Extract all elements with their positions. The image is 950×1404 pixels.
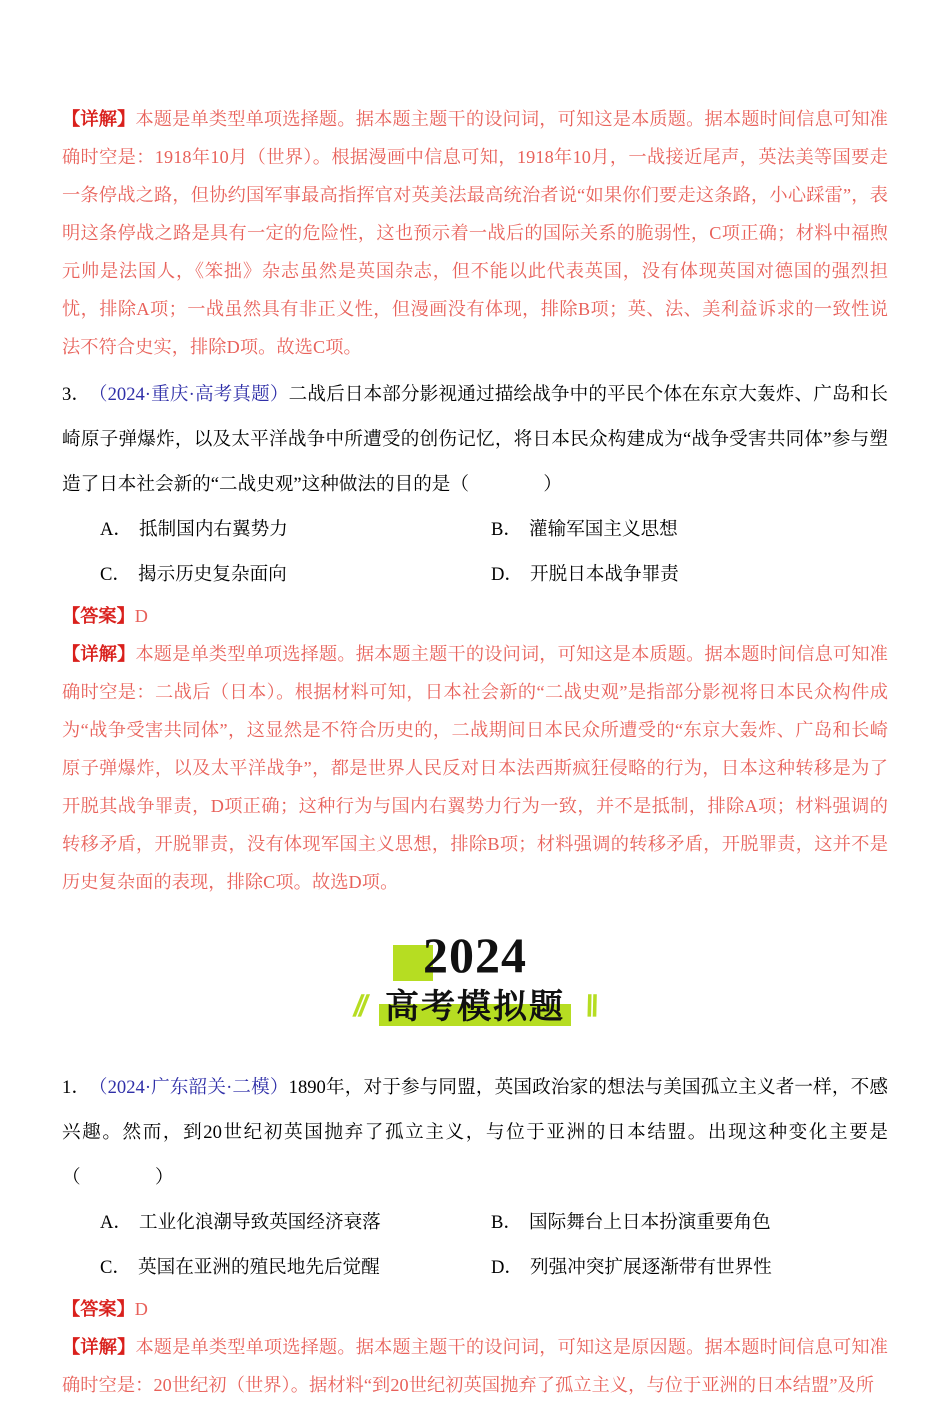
question-1-option-c[interactable] [62,1245,475,1290]
question-1-option-a[interactable] [62,1200,475,1245]
double-slash-right-icon: \\ [581,990,600,1023]
option-letter: B． [491,519,522,540]
answer-tag: 【答案】 [62,1299,135,1319]
explanation-tag: 【详解】 [62,1337,136,1357]
explanation-tag: 【详解】 [62,644,136,664]
option-label: 英国在亚洲的殖民地先后觉醒 [138,1257,380,1278]
explanation-text: 本题是单类型单项选择题。据本题主题干的设问词，可知这是本质题。据本题时间信息可知准确时空是：1918年10月（世界）。根据漫画中信息可知，1918年10月，一战接近尾声，英法美等国要走一条停战之路，但协约国军事最高指挥官对英美法最高统治者说“如果你们要走这条路，小心踩雷”，表明这条停战之路是具有一定的危险性，这也预示着一战后的国际关系的脆弱性，C项正确；材料中福煦元帅是法国人，《笨拙》杂志虽然是英国杂志，但不能以此代表英国，没有体现英国对德国的强烈担忧，排除A项；一战虽然具有非正义性，但漫画没有体现，排除B项；英、法、美利益诉求的一致性说法不符合史实，排除D项。故选C项。 [62,109,888,357]
answer-tag: 【答案】 [62,606,135,626]
answer-value: D [134,1299,148,1319]
question-1-option-b[interactable] [475,1200,888,1245]
option-letter: D． [491,564,524,585]
option-letter: D． [491,1257,524,1278]
explanation-text: 本题是单类型单项选择题。据本题主题干的设问词，可知这是本质题。据本题时间信息可知准确时空是：二战后（日本）。根据材料可知，日本社会新的“二战史观”是指部分影视将日本民众构件成为“战争受害共同体”，这显然是不符合历史的，二战期间日本民众所遭受的“东京大轰炸、广岛和长崎原子弹爆炸，以及太平洋战争”，都是世界人民反对日本法西斯疯狂侵略的行为，日本这种转移是为了开脱其战争罪责，D项正确；这种行为与国内右翼势力行为一致，并不是抵制，排除A项；材料强调的转移矛盾，开脱罪责，没有体现军国主义思想，排除B项；材料强调的转移矛盾，开脱罪责，这并不是历史复杂面的表现，排除C项。故选D项。 [62,644,888,892]
question-1-options [62,1200,888,1290]
explanation-paragraph-q2 [62,100,888,366]
question-1-number: 1． [62,1077,91,1098]
answer-value: D [134,606,148,626]
banner-year-label: 2024 [423,927,527,983]
question-1-explanation [62,1328,888,1404]
explanation-text: 本题是单类型单项选择题。据本题主题干的设问词，可知这是原因题。据本题时间信息可知准确时空是：20世纪初（世界）。据材料“到20世纪初英国抛弃了孤立主义，与位于亚洲的日本结盟”及所 [62,1337,888,1395]
option-letter: A． [100,519,133,540]
option-label: 国际舞台上日本扮演重要角色 [529,1212,771,1233]
question-3-options [62,507,888,597]
question-1-option-d[interactable] [475,1245,888,1290]
double-slash-left-icon: // [350,990,369,1023]
question-1-stem [62,1065,888,1200]
option-label: 工业化浪潮导致英国经济衰落 [139,1212,381,1233]
explanation-tag: 【详解】 [62,109,136,129]
option-label: 开脱日本战争罪责 [530,564,679,585]
option-label: 灌输军国主义思想 [529,519,678,540]
option-label: 列强冲突扩展逐渐带有世界性 [530,1257,772,1278]
question-3-source: （2024·重庆·高考真题） [98,384,289,405]
option-letter: C． [100,1257,131,1278]
option-label: 揭示历史复杂面向 [138,564,287,585]
option-letter: C． [100,564,131,585]
document-content [62,100,888,1404]
option-letter: A． [100,1212,133,1233]
question-3-option-b[interactable] [475,507,888,552]
option-row [62,1200,888,1245]
banner-subtitle-wrap [350,983,600,1031]
option-letter: B． [491,1212,522,1233]
question-3-option-c[interactable] [62,552,475,597]
option-row [62,552,888,597]
banner-subtitle-label: 高考模拟题 [385,988,565,1026]
banner-subtitle-box [379,984,571,1030]
section-banner-inner [62,929,888,1031]
question-1-source: （2024·广东韶关·二模） [98,1077,289,1098]
question-3-stem [62,372,888,507]
option-row [62,507,888,552]
option-label: 抵制国内右翼势力 [139,519,288,540]
question-3-answer-line [62,597,888,635]
question-3-option-a[interactable] [62,507,475,552]
question-1-text: 1890年，对于参与同盟，英国政治家的想法与美国孤立主义者一样，不感兴趣。然而，到20世纪初英国抛弃了孤立主义，与位于亚洲的日本结盟。出现这种变化主要是（ ） [62,1077,888,1188]
question-3-text: 二战后日本部分影视通过描绘战争中的平民个体在东京大轰炸、广岛和长崎原子弹爆炸，以及太平洋战争中所遭受的创伤记忆，将日本民众构建成为“战争受害共同体”参与塑造了日本社会新的“二战史观”这种做法的目的是（ ） [62,384,888,495]
banner-year-wrap [423,929,527,981]
option-row [62,1245,888,1290]
question-1-answer-line [62,1290,888,1328]
question-3-number: 3． [62,384,91,405]
section-banner [62,929,888,1049]
question-3-option-d[interactable] [475,552,888,597]
question-3-explanation [62,635,888,901]
